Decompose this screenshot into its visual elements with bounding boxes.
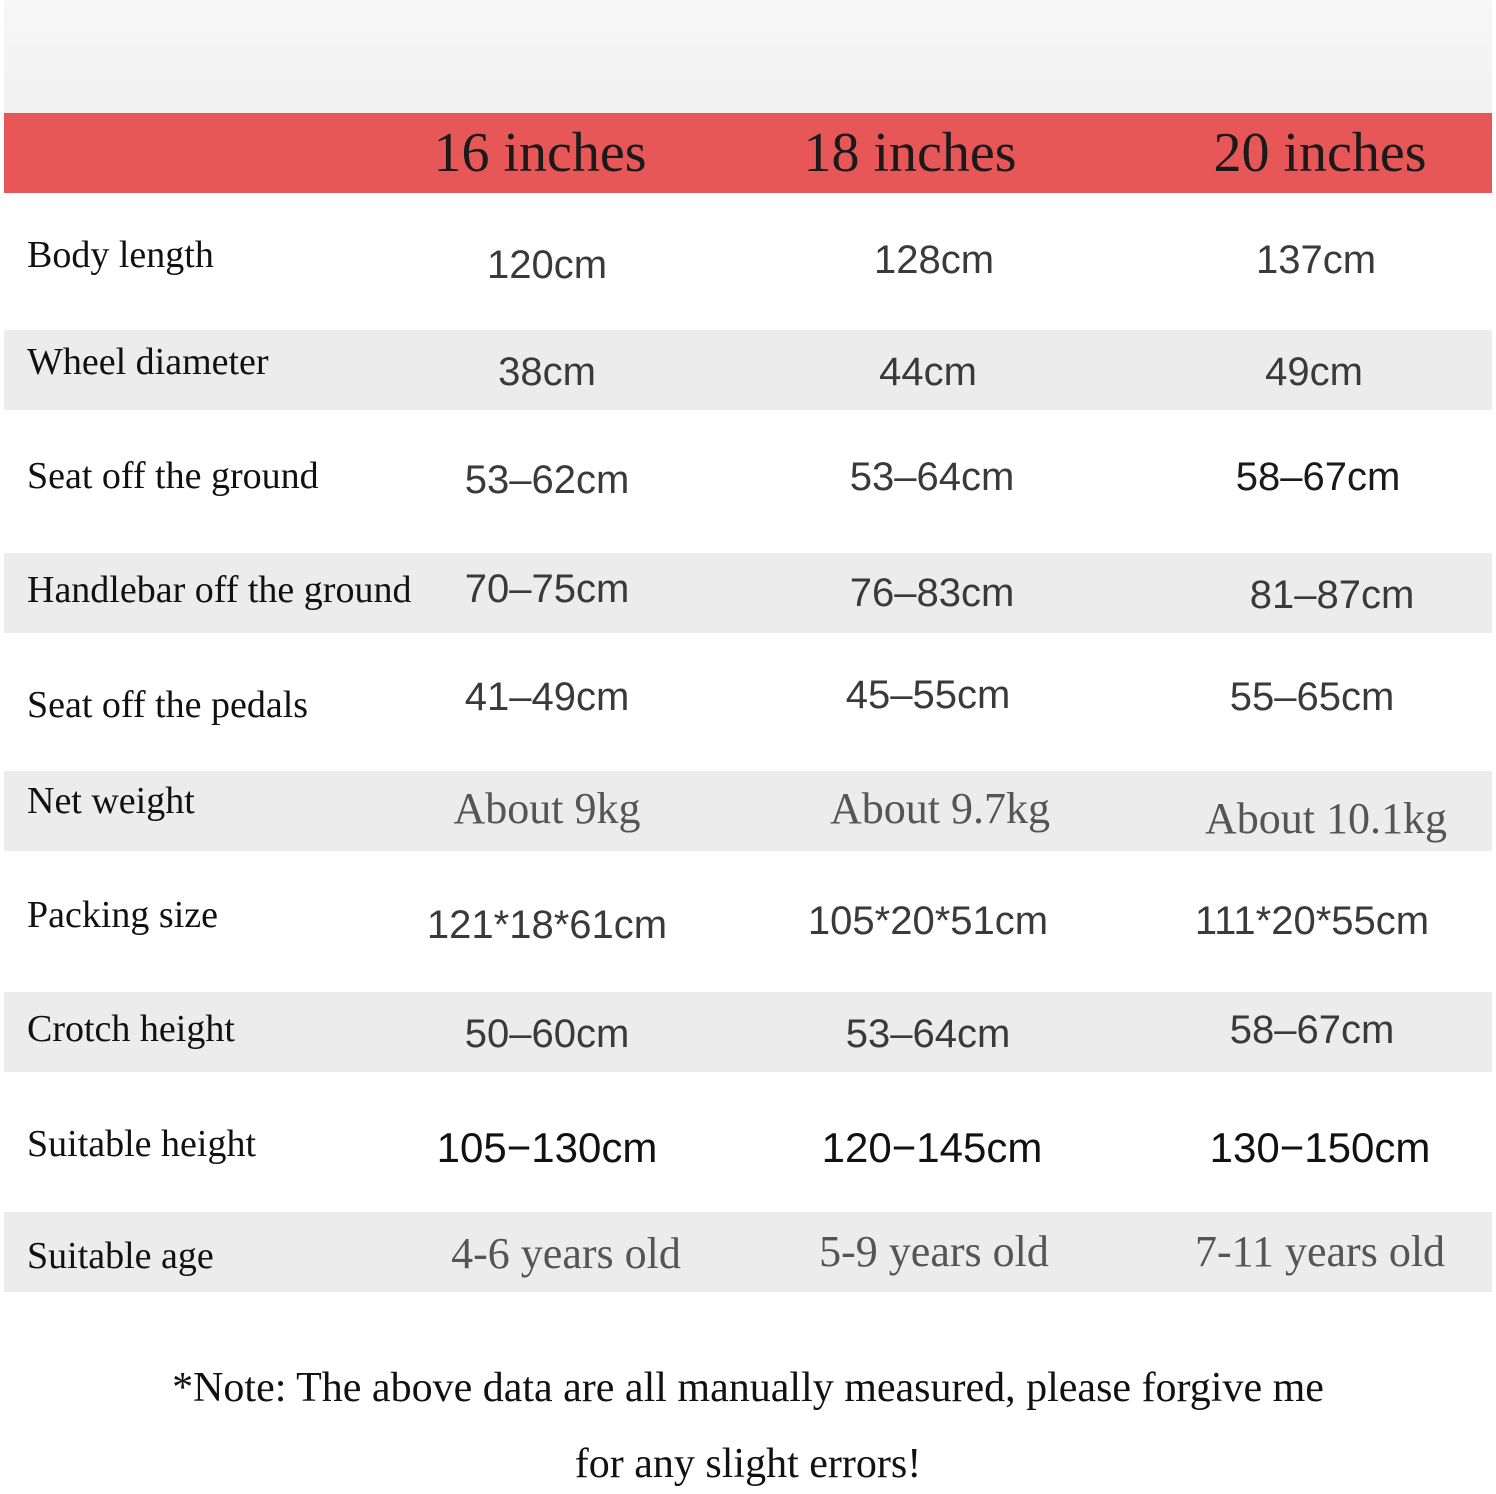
cell-16: 53–62cm	[464, 458, 630, 502]
cell-20: 81–87cm	[1249, 573, 1415, 617]
cell-20: 7-11 years old	[1194, 1227, 1446, 1276]
table-row-body-length	[4, 193, 1492, 330]
cell-20: 130−150cm	[1209, 1124, 1431, 1171]
cell-18: 44cm	[879, 350, 977, 394]
table-row-handlebar-off-ground	[4, 553, 1492, 633]
row-label: Handlebar off the ground	[27, 569, 412, 611]
cell-16: 105−130cm	[436, 1124, 658, 1171]
cell-16: 38cm	[498, 350, 596, 394]
row-label: Net weight	[27, 780, 195, 822]
row-label: Seat off the pedals	[27, 684, 309, 726]
table-row-wheel-diameter	[4, 330, 1492, 410]
cell-18: 5-9 years old	[819, 1227, 1049, 1276]
cell-18: 53–64cm	[845, 1012, 1011, 1056]
table-row-net-weight	[4, 771, 1492, 851]
cell-20: 111*20*55cm	[1194, 899, 1430, 943]
table-row-seat-off-ground	[4, 410, 1492, 553]
row-label: Packing size	[27, 894, 219, 936]
table-row-crotch-height	[4, 992, 1492, 1072]
row-label: Body length	[27, 234, 214, 276]
row-label: Suitable height	[27, 1123, 257, 1165]
row-label: Crotch height	[27, 1008, 235, 1050]
cell-18: 45–55cm	[845, 673, 1011, 717]
cell-20: 58–67cm	[1235, 455, 1401, 499]
cell-16: 50–60cm	[464, 1012, 630, 1056]
cell-20: 137cm	[1255, 238, 1377, 282]
cell-18: 53–64cm	[849, 455, 1015, 499]
cell-16: About 9kg	[453, 784, 641, 833]
table-row-suitable-height	[4, 1072, 1492, 1212]
cell-18: 76–83cm	[849, 571, 1015, 615]
cell-20: 55–65cm	[1229, 675, 1395, 719]
cell-20: 49cm	[1265, 350, 1363, 394]
cell-18: 105*20*51cm	[807, 899, 1049, 943]
footnote-line-1: *Note: The above data are all manually measured, please forgive me	[172, 1365, 1324, 1411]
table-header	[4, 113, 1492, 193]
cell-18: About 9.7kg	[830, 784, 1050, 833]
cell-18: 120−145cm	[821, 1124, 1043, 1171]
cell-20: About 10.1kg	[1205, 794, 1447, 843]
row-label: Seat off the ground	[27, 455, 319, 497]
cell-16: 41–49cm	[464, 675, 630, 719]
cell-16: 70–75cm	[464, 567, 630, 611]
top-band	[4, 0, 1492, 113]
cell-20: 58–67cm	[1229, 1008, 1395, 1052]
row-label: Suitable age	[27, 1235, 214, 1277]
column-header-18-inches: 18 inches	[803, 122, 1017, 184]
cell-18: 128cm	[873, 238, 995, 282]
cell-16: 4-6 years old	[451, 1229, 681, 1278]
column-header-16-inches: 16 inches	[433, 122, 647, 184]
row-label: Wheel diameter	[27, 341, 269, 383]
table-row-packing-size	[4, 851, 1492, 992]
cell-16: 121*18*61cm	[426, 903, 668, 947]
footnote-line-2: for any slight errors!	[574, 1441, 922, 1487]
column-header-20-inches: 20 inches	[1213, 122, 1427, 184]
table-row-suitable-age	[4, 1212, 1492, 1292]
cell-16: 120cm	[486, 243, 608, 287]
table-row-seat-off-pedals	[4, 633, 1492, 771]
